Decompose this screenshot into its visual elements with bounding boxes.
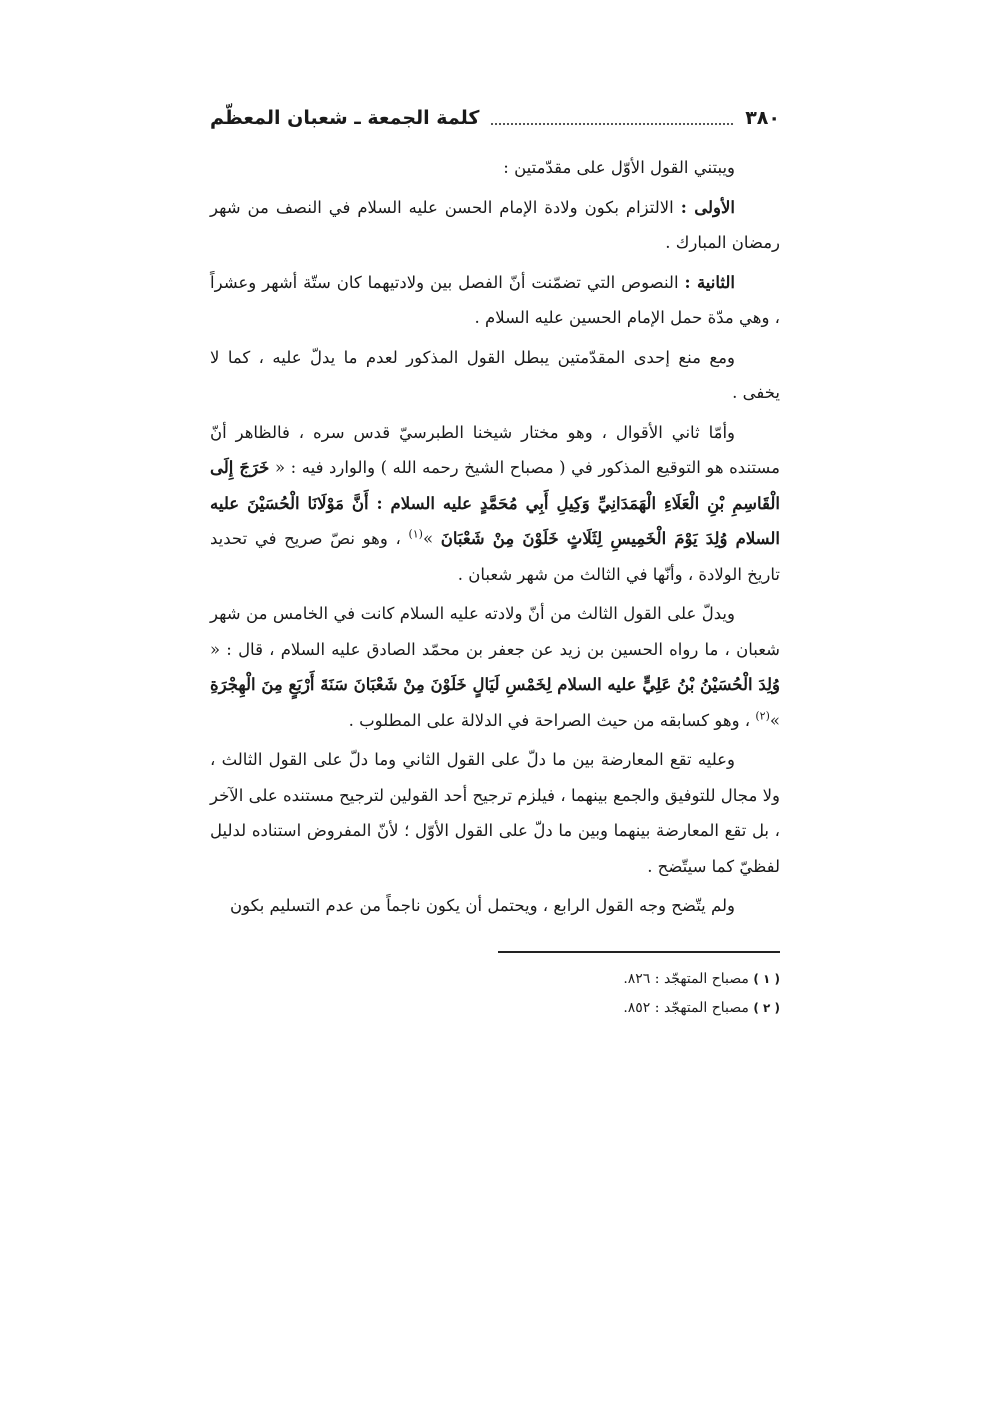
paragraph-second-premise (210, 265, 780, 336)
footnote-text: مصباح المتهجّد : ٨٢٦. (623, 971, 754, 987)
paragraph-text: الالتزام بكون ولادة الإمام الحسن عليه السلام في النصف من شهر رمضان المبارك . (210, 197, 780, 252)
paragraph-second-opinion (210, 415, 780, 593)
footnote-separator (498, 951, 780, 953)
paragraph-intro (210, 150, 780, 186)
paragraph-third-opinion (210, 596, 780, 738)
quote-close: » (769, 710, 780, 730)
main-text (210, 150, 780, 928)
paragraph-outro-text: ، وهو نصّ صريح في تحديد تاريخ الولادة ، وأنّها في الثالث من شهر شعبان . (210, 529, 780, 584)
running-header (210, 100, 780, 136)
paragraph-intro-text: ويدلّ على القول الثالث من أنّ ولادته عليه السلام كانت في الخامس من شهر شعبان ، ما رواه الحسين بن زيد عن جعفر بن محمّد الصادق عليه السلام ، قال : « (210, 604, 780, 659)
footnote-text: مصباح المتهجّد : ٨٥٢. (623, 1000, 754, 1016)
paragraph-outro-text: ، وهو كسابقه من حيث الصراحة في الدلالة على المطلوب . (348, 710, 756, 730)
header-dotted-leader (491, 123, 733, 125)
paragraph-fourth-opinion (210, 888, 780, 924)
paragraph-text: وعليه تقع المعارضة بين ما دلّ على القول الثاني وما دلّ على القول الثالث ، ولا مجال للتوفيق والجمع بينهما ، فيلزم ترجيح أحد القولين لترجيح مستنده على الآخر ، بل تقع المعارضة بينهما وبين ما دلّ على القول الأوّل ؛ لأنّ المفروض استناده لدليل لفظيّ كما سيتّضح . (210, 750, 780, 876)
premise-label: الثانية : (684, 272, 735, 292)
paragraph-first-premise (210, 190, 780, 261)
footnote-1 (210, 965, 780, 994)
paragraph-conflict (210, 742, 780, 884)
footnote-ref-2[interactable]: (٢) (755, 709, 770, 722)
paragraph-text: ويبتني القول الأوّل على مقدّمتين : (503, 158, 735, 177)
paragraph-refutation (210, 340, 780, 411)
page-number: ٣٨٠ (745, 107, 780, 129)
footnote-number: ( ٢ ) (753, 1001, 780, 1015)
paragraph-text: ولم يتّضح وجه القول الرابع ، ويحتمل أن يكون ناجماً من عدم التسليم بكون (229, 896, 735, 915)
paragraph-text: النصوص التي تضمّنت أنّ الفصل بين ولادتيهما كان ستّة أشهر وعشراً ، وهي مدّة حمل الإمام الحسين عليه السلام . (210, 272, 780, 327)
footnotes (210, 965, 780, 1023)
quote-close: » (422, 529, 441, 548)
footnote-2 (210, 994, 780, 1023)
running-title: كلمة الجمعة ـ شعبان المعظّم (210, 107, 480, 129)
paragraph-text: ومع منع إحدى المقدّمتين يبطل القول المذكور لعدم ما يدلّ عليه ، كما لا يخفى . (210, 347, 780, 402)
footnote-number: ( ١ ) (753, 972, 780, 986)
hadith-quote: خَرَجَ إِلَى الْقَاسِمِ بْنِ الْعَلَاءِ الْهَمَدَانِيِّ وَكِيلِ أَبِي مُحَمَّدٍ عليه السلام : أَنَّ مَوْلَانَا الْحُسَيْنَ عليه السلام وُلِدَ يَوْمَ الْخَمِيسِ لِثَلَاثٍ خَلَوْنَ مِنْ شَعْبَانَ (210, 458, 781, 548)
hadith-quote: وُلِدَ الْحُسَيْنُ بْنُ عَلِيٍّ عليه السلام لِخَمْسِ لَيَالٍ خَلَوْنَ مِنْ شَعْبَانَ سَنَةَ أَرْبَعٍ مِنَ الْهِجْرَةِ (210, 675, 780, 694)
paragraph-intro-text: وأمّا ثاني الأقوال ، وهو مختار شيخنا الطبرسيّ قدس سره ، فالظاهر أنّ مستنده هو التوقيع المذكور في ( مصباح الشيخ رحمه الله ) والوارد فيه : « (210, 422, 780, 477)
footnote-ref-1[interactable]: (١) (408, 527, 423, 541)
premise-label: الأولى : (680, 197, 735, 217)
